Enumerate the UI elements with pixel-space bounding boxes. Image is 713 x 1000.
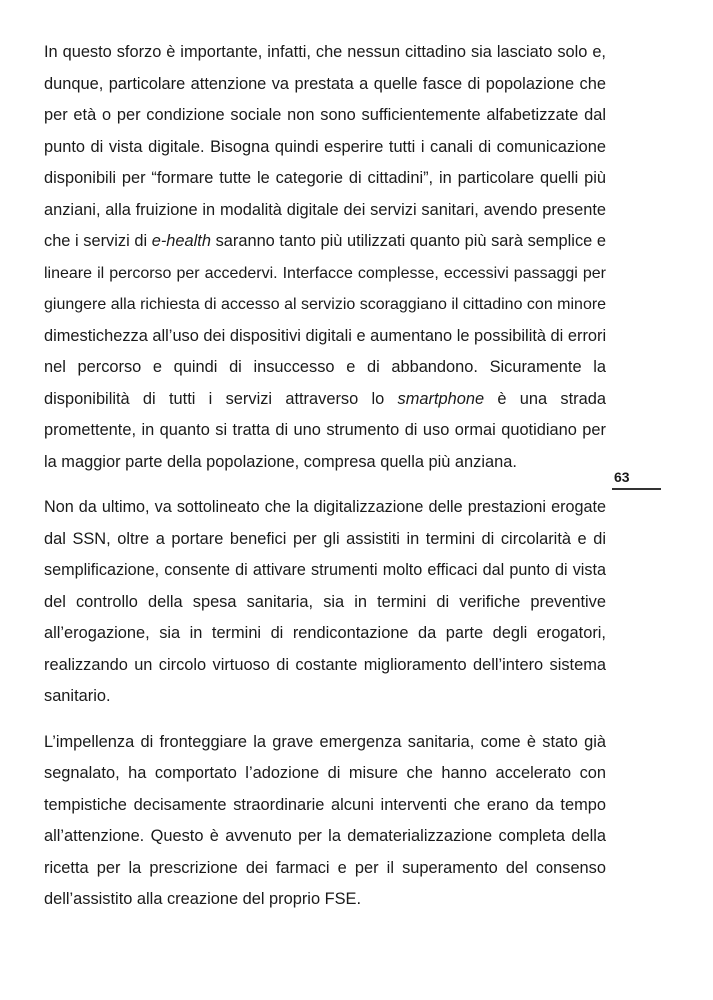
page-number: 63 bbox=[614, 469, 630, 485]
body-text bbox=[44, 37, 606, 930]
text-line: promettente, in quanto si tratta di uno strumento di uso ormai quotidiano per bbox=[44, 421, 606, 439]
text-line: del controllo della spesa sanitaria, sia in termini di verifiche preventive bbox=[44, 592, 606, 611]
text-line: lineare il percorso per accedervi. Interfacce complesse, eccessivi passaggi per bbox=[44, 264, 606, 282]
italic-term-smartphone: smartphone bbox=[397, 389, 485, 408]
text-line: realizzando un circolo virtuoso di costante miglioramento dell’intero sistema bbox=[44, 655, 606, 674]
text-line: dunque, particolare attenzione va prestata a quelle fasce di popolazione che bbox=[44, 74, 606, 93]
text-line: punto di vista digitale. Bisogna quindi esperire tutti i canali di comunicazione bbox=[44, 137, 606, 156]
text-line: per età o per condizione sociale non sono sufficientemente alfabetizzate dal bbox=[44, 106, 606, 124]
text-line: segnalato, ha comportato l’adozione di misure che hanno accelerato con bbox=[44, 764, 606, 782]
text-run: disponibilità di tutti i servizi attraverso lo bbox=[44, 389, 398, 408]
text-line: dell’assistito alla creazione del proprio FSE. bbox=[44, 890, 362, 908]
paragraph-2 bbox=[44, 492, 606, 713]
text-run: saranno tanto più utilizzati quanto più sarà semplice e bbox=[210, 232, 606, 250]
text-line: dal SSN, oltre a portare benefici per gli assistiti in termini di circolarità e di bbox=[44, 529, 606, 548]
text-line: giungere alla richiesta di accesso al servizio scoraggiano il cittadino con minore bbox=[44, 296, 607, 313]
text-line: nel percorso e quindi di insuccesso e di abbandono. Sicuramente la bbox=[44, 358, 606, 376]
text-line bbox=[44, 384, 606, 416]
text-line: sanitario. bbox=[44, 687, 111, 705]
text-line: semplificazione, consente di attivare strumenti molto efficaci dal punto di vista bbox=[44, 561, 606, 579]
italic-term-e-health: e-health bbox=[151, 232, 211, 250]
text-line: disponibili per “formare tutte le categorie di cittadini”, in particolare quelli più bbox=[44, 169, 606, 187]
paragraph-1 bbox=[44, 37, 606, 478]
text-line: all’attenzione. Questo è avvenuto per la dematerializzazione completa della bbox=[44, 827, 606, 845]
paragraph-3 bbox=[44, 727, 606, 916]
text-line: la maggior parte della popolazione, compresa quella più anziana. bbox=[44, 452, 517, 471]
text-run: è una strada bbox=[484, 389, 606, 408]
text-line bbox=[44, 226, 606, 258]
text-line: dimestichezza all’uso dei dispositivi digitali e aumentano le possibilità di errori bbox=[44, 326, 607, 345]
text-run: che i servizi di bbox=[44, 232, 152, 250]
page-number-underline bbox=[612, 488, 661, 490]
text-line: ricetta per la prescrizione dei farmaci e per il superamento del consenso bbox=[44, 858, 606, 877]
text-line: In questo sforzo è importante, infatti, che nessun cittadino sia lasciato solo e, bbox=[44, 43, 606, 61]
text-line: all’erogazione, sia in termini di rendicontazione da parte degli erogatori, bbox=[44, 624, 606, 642]
text-line: Non da ultimo, va sottolineato che la digitalizzazione delle prestazioni erogate bbox=[44, 498, 606, 516]
text-line: tempistiche decisamente straordinarie alcuni interventi che erano da tempo bbox=[44, 795, 606, 814]
text-line: L’impellenza di fronteggiare la grave emergenza sanitaria, come è stato già bbox=[44, 732, 606, 751]
text-line: anziani, alla fruizione in modalità digitale dei servizi sanitari, avendo presente bbox=[44, 200, 606, 219]
